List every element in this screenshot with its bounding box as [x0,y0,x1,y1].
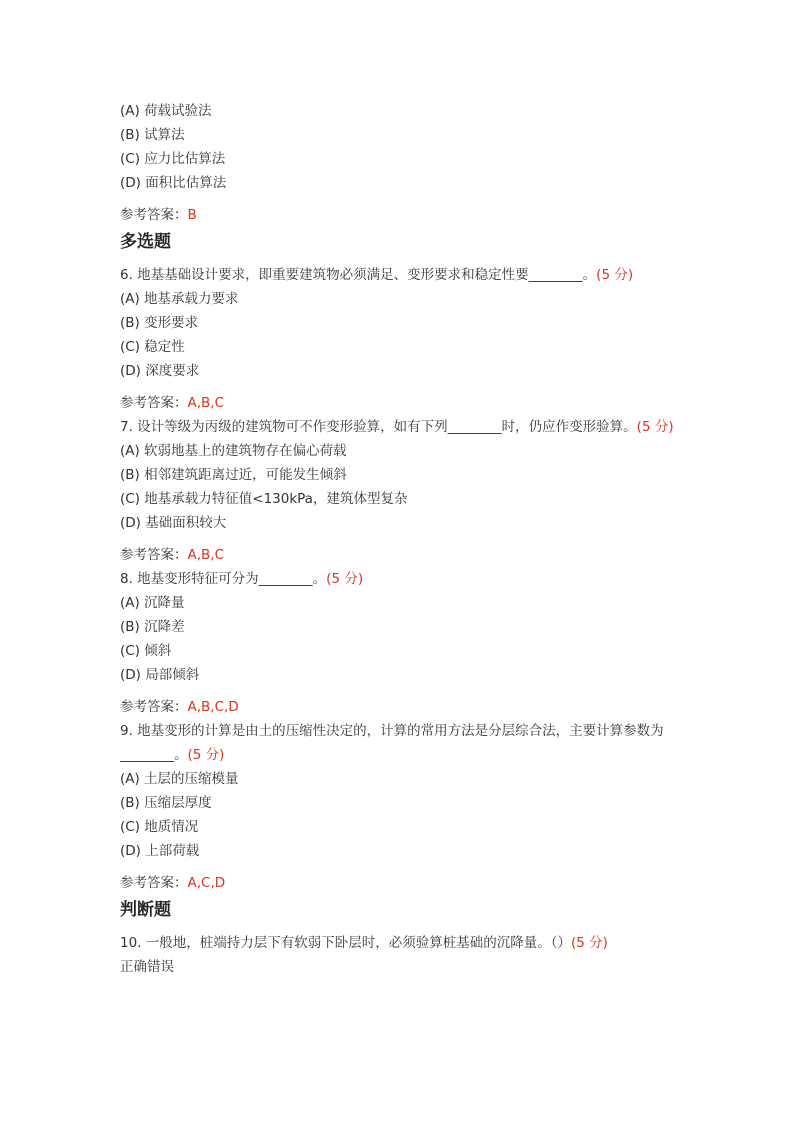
question-score: (5 分) [636,419,674,435]
q5-answer [120,203,690,227]
answer-label: 参考答案： [120,875,188,891]
q9-question [120,719,690,767]
q10-options: 正确错误 [120,959,174,975]
q5-option-c: (C) 应力比估算法 [120,151,226,167]
answer-value: A,B,C,D [187,699,239,715]
q5-option-a: (A) 荷载试验法 [120,103,212,119]
q10-question [120,931,690,955]
q8-option-b: (B) 沉降差 [120,619,185,635]
q6-option-d: (D) 深度要求 [120,363,200,379]
q5-option-b: (B) 试算法 [120,127,185,143]
question-text: 6. 地基基础设计要求，即重要建筑物必须满足、变形要求和稳定性要________。 [120,267,597,283]
answer-label: 参考答案： [120,699,188,715]
question-text: 9. 地基变形的计算是由土的压缩性决定的，计算的常用方法是分层综合法，主要计算参数为________。 [120,723,664,763]
answer-value: A,B,C [187,547,225,563]
answer-value: B [187,207,197,223]
q9-option-b: (B) 压缩层厚度 [120,795,212,811]
q6-option-b: (B) 变形要求 [120,315,199,331]
q6-answer [120,391,690,415]
question-score: (5 分) [187,747,225,763]
q9-answer [120,871,690,895]
q7-option-d: (D) 基础面积较大 [120,515,227,531]
q8-option-d: (D) 局部倾斜 [120,667,200,683]
q9-option-c: (C) 地质情况 [120,819,199,835]
question-score: (5 分) [571,935,608,951]
answer-label: 参考答案： [120,395,188,411]
answer-value: A,B,C [187,395,225,411]
q8-option-a: (A) 沉降量 [120,595,185,611]
q6-question [120,263,690,287]
q7-option-c: (C) 地基承载力特征值<130kPa，建筑体型复杂 [120,491,408,507]
question-text: 8. 地基变形特征可分为________。 [120,571,327,587]
q8-answer [120,695,690,719]
answer-value: A,C,D [187,875,226,891]
q5-option-d: (D) 面积比估算法 [120,175,227,191]
q7-option-b: (B) 相邻建筑距离过近，可能发生倾斜 [120,467,347,483]
section-title-judge: 判断题 [120,900,171,920]
q8-question [120,567,690,591]
q7-question [120,415,690,439]
question-text: 10. 一般地，桩端持力层下有软弱下卧层时，必须验算桩基础的沉降量。（） [120,935,572,951]
q9-option-a: (A) 土层的压缩模量 [120,771,239,787]
q7-option-a: (A) 软弱地基上的建筑物存在偏心荷载 [120,443,347,459]
q6-option-a: (A) 地基承载力要求 [120,291,239,307]
section-title-multi: 多选题 [120,232,171,252]
q7-answer [120,543,690,567]
answer-label: 参考答案： [120,207,188,223]
exam-page [120,99,690,979]
question-score: (5 分) [326,571,364,587]
question-score: (5 分) [596,267,634,283]
q9-option-d: (D) 上部荷载 [120,843,200,859]
answer-label: 参考答案： [120,547,188,563]
question-text: 7. 设计等级为丙级的建筑物可不作变形验算，如有下列________时，仍应作变形验算。 [120,419,637,435]
q6-option-c: (C) 稳定性 [120,339,185,355]
q8-option-c: (C) 倾斜 [120,643,172,659]
